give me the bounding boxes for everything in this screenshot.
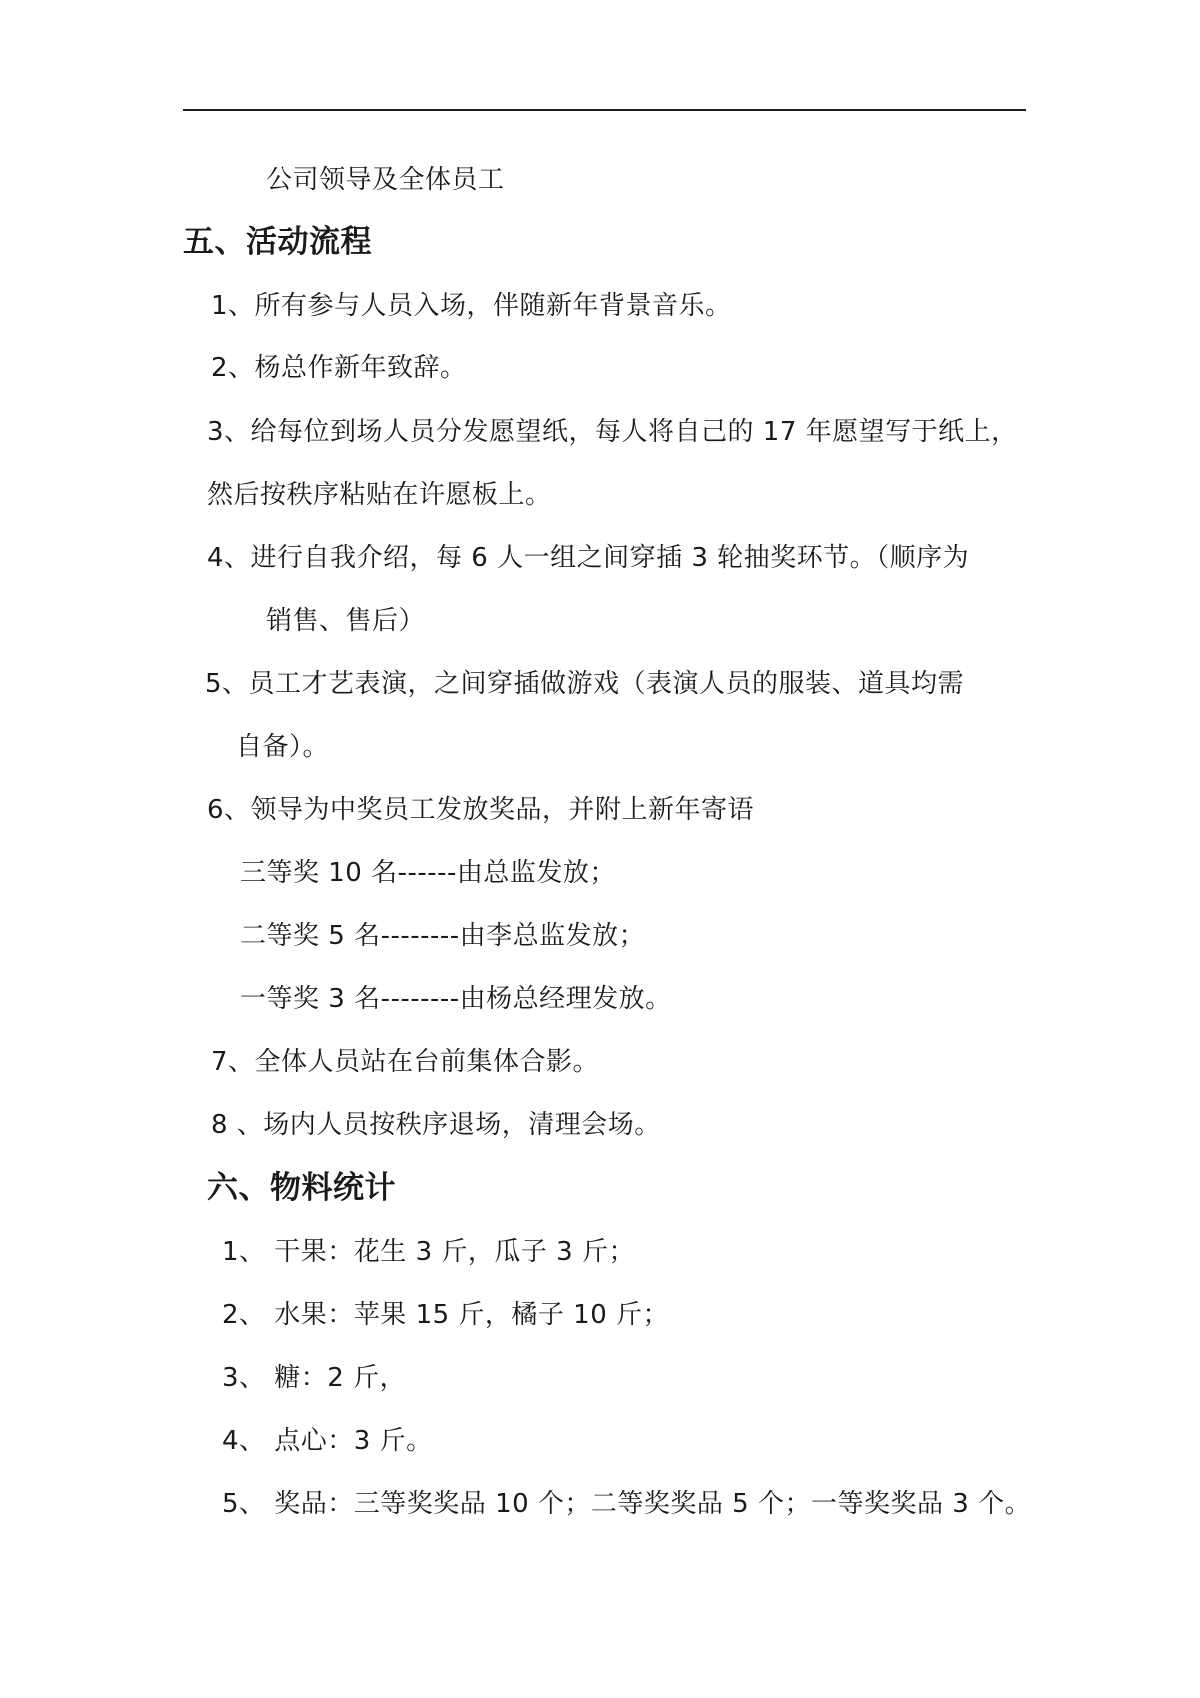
material-item-3: 3、 糖：2 斤，	[222, 1363, 407, 1393]
flow-item-2: 2、杨总作新年致辞。	[211, 353, 467, 383]
flow-item-8: 8 、场内人员按秩序退场，清理会场。	[211, 1110, 661, 1140]
flow-item-5-cont: 自备）。	[236, 732, 330, 762]
flow-item-6: 6、领导为中奖员工发放奖品，并附上新年寄语	[207, 795, 755, 825]
flow-item-5: 5、员工才艺表演，之间穿插做游戏（表演人员的服装、道具均需	[205, 669, 965, 699]
flow-item-3: 3、给每位到场人员分发愿望纸，每人将自己的 17 年愿望写于纸上，	[207, 417, 1018, 447]
material-item-2: 2、 水果：苹果 15 斤，橘子 10 斤；	[222, 1300, 670, 1330]
prize-second: 二等奖 5 名--------由李总监发放；	[240, 921, 646, 951]
flow-item-1: 1、所有参与人员入场，伴随新年背景音乐。	[211, 291, 732, 321]
material-item-5: 5、 奖品：三等奖奖品 10 个；二等奖奖品 5 个；一等奖奖品 3 个。	[222, 1489, 1032, 1519]
section-heading-materials: 六、物料统计	[207, 1170, 396, 1206]
material-item-1: 1、 干果：花生 3 斤，瓜子 3 斤；	[222, 1237, 635, 1267]
section-heading-activity-flow: 五、活动流程	[183, 224, 372, 260]
prize-first: 一等奖 3 名--------由杨总经理发放。	[240, 984, 672, 1014]
flow-item-4-cont: 销售、售后）	[266, 606, 426, 636]
flow-item-4: 4、进行自我介绍，每 6 人一组之间穿插 3 轮抽奖环节。（顺序为	[207, 543, 970, 573]
material-item-4: 4、 点心：3 斤。	[222, 1426, 433, 1456]
participants-line: 公司领导及全体员工	[266, 165, 505, 195]
flow-item-3-cont: 然后按秩序粘贴在许愿板上。	[207, 480, 552, 510]
header-rule	[183, 109, 1026, 111]
flow-item-7: 7、全体人员站在台前集体合影。	[211, 1047, 600, 1077]
prize-third: 三等奖 10 名------由总监发放；	[240, 858, 616, 888]
